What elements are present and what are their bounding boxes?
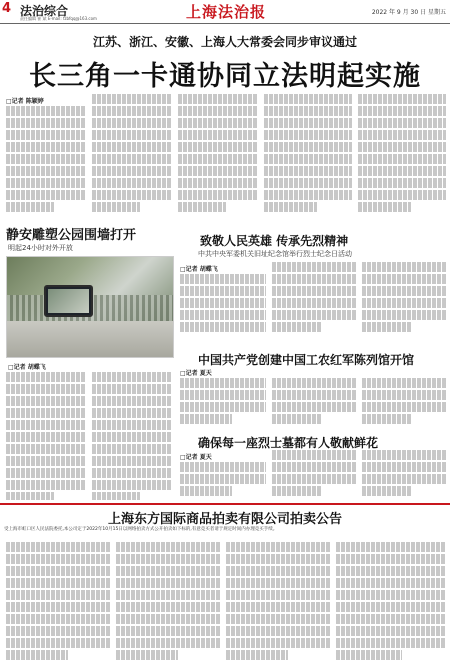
- lead-body-col-3: [178, 94, 258, 216]
- museum-byline: □记者 夏天: [180, 370, 212, 377]
- cemetery-title: 确保每一座烈士墓都有人敬献鲜花: [198, 436, 379, 450]
- cemetery-body-col-3: [362, 450, 446, 500]
- cemetery-body-col-1: [180, 462, 266, 500]
- heroes-title: 致敬人民英雄 传承先烈精神: [200, 234, 349, 248]
- park-subtitle: 明起24小时对外开放: [8, 244, 73, 252]
- notice-body-col-2: [116, 542, 220, 664]
- park-photo-phone: [44, 285, 94, 317]
- heroes-body-col-3: [362, 262, 446, 340]
- notice-title: 上海东方国际商品拍卖有限公司拍卖公告: [107, 512, 342, 527]
- museum-body-col-1: [180, 378, 266, 430]
- cemetery-byline: □记者 夏天: [180, 454, 212, 461]
- lead-byline: □记者 陈颖婷: [6, 98, 44, 105]
- park-body-col-2: [92, 372, 172, 500]
- section-divider: [0, 503, 450, 505]
- heroes-body-col-2: [272, 262, 356, 340]
- masthead: [0, 0, 450, 24]
- park-photo: [6, 256, 174, 358]
- notice-body-col-1: [6, 542, 110, 664]
- cemetery-body-col-2: [272, 450, 356, 500]
- park-photo-ground: [7, 321, 173, 357]
- lead-body-col-4: [264, 94, 352, 216]
- lead-body-col-5: [358, 94, 446, 216]
- park-byline: □记者 胡蝶飞: [8, 364, 46, 371]
- park-title: 静安雕塑公园围墙打开: [6, 228, 137, 243]
- museum-body-col-3: [362, 378, 446, 430]
- editor-info: 责任编辑 崔 斌 E-mail: fzbfqq@163.com: [20, 16, 97, 21]
- paper-name: 上海法治报: [186, 3, 267, 21]
- issue-date: 2022 年 9 月 30 日 星期五: [371, 9, 446, 16]
- heroes-body-col-1: [180, 274, 266, 340]
- lead-kicker: 江苏、浙江、安徽、上海人大常委会同步审议通过: [92, 35, 357, 49]
- notice-body-col-3: [226, 542, 330, 664]
- heroes-subtitle: 中共中央军委机关旧址纪念馆举行烈士纪念日活动: [198, 250, 352, 258]
- page-number: 4: [2, 1, 12, 16]
- lead-headline: 长三角一卡通协同立法明起实施: [29, 61, 421, 92]
- lead-body-col-1: [6, 106, 86, 216]
- notice-intro: 受上海市虹口区人民法院委托,本公司定于2022年10月15日以网络拍卖方式公开拍卖如下标的,有意竞买者请于规定时间内办理竞买手续。: [4, 527, 278, 532]
- museum-title: 中国共产党创建中国工农红军陈列馆开馆: [198, 353, 415, 367]
- heroes-byline: □记者 胡蝶飞: [180, 266, 218, 273]
- museum-body-col-2: [272, 378, 356, 430]
- lead-body-col-2: [92, 94, 172, 216]
- park-body-col-1: [6, 372, 86, 500]
- notice-body-col-4: [336, 542, 446, 664]
- section-title: 法治综合: [20, 4, 69, 18]
